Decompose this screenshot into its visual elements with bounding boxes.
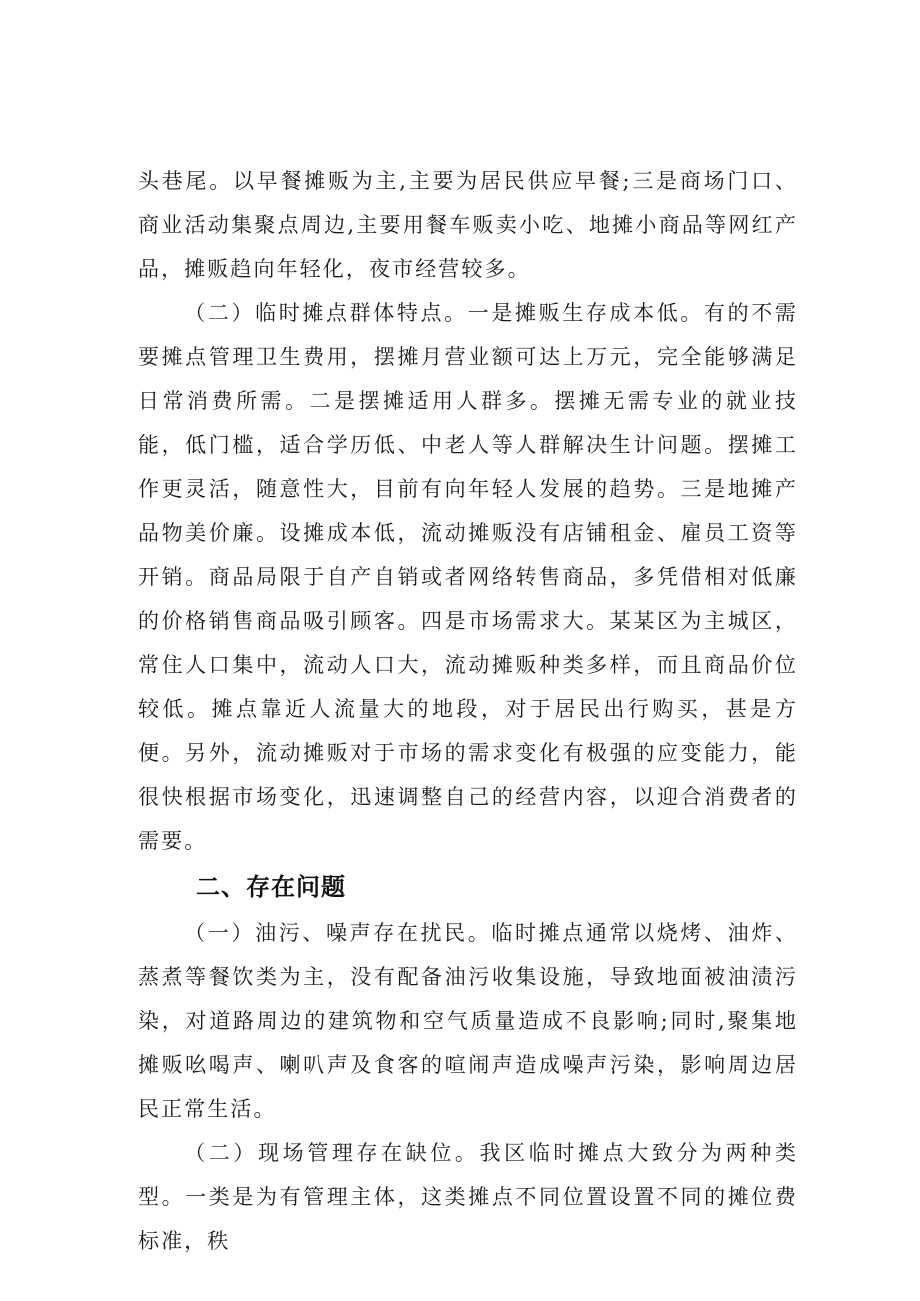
- paragraph-group-features: （二）临时摊点群体特点。一是摊贩生存成本低。有的不需要摊点管理卫生费用，摆摊月营业额可达上万元，完全能够满足日常消费所需。二是摆摊适用人群多。摆摊无需专业的就业技能，低门槛，适合学历低、中老人等人群解决生计问题。摆摊工作更灵活，随意性大，目前有向年轻人发展的趋势。三是地摊产品物美价廉。设摊成本低，流动摊贩没有店铺租金、雇员工资等开销。商品局限于自产自销或者网络转售商品，多凭借相对低廉的价格销售商品吸引顾客。四是市场需求大。某某区为主城区，常住人口集中，流动人口大，流动摊贩种类多样，而且商品价位较低。摊点靠近人流量大的地段，对于居民出行购买，甚是方便。另外，流动摊贩对于市场的需求变化有极强的应变能力，能很快根据市场变化，迅速调整自己的经营内容，以迎合消费者的需要。: [138, 301, 798, 853]
- paragraph-management: （二）现场管理存在缺位。我区临时摊点大致分为两种类型。一类是为有管理主体，这类摊点不同位置设置不同的摊位费标准，秩: [138, 1141, 798, 1253]
- paragraph-continuation: 头巷尾。以早餐摊贩为主,主要为居民供应早餐;三是商场门口、商业活动集聚点周边,主要用餐车贩卖小吃、地摊小商品等网红产品，摊贩趋向年轻化，夜市经营较多。: [138, 169, 798, 281]
- paragraph-pollution: （一）油污、噪声存在扰民。临时摊点通常以烧烤、油炸、蒸煮等餐饮类为主，没有配备油污收集设施，导致地面被油渍污染，对道路周边的建筑物和空气质量造成不良影响;同时,聚集地摊贩吆喝声、喇叭声及食客的喧闹声造成噪声污染，影响周边居民正常生活。: [138, 921, 798, 1121]
- document-body: [138, 159, 798, 1263]
- section-heading: 二、存在问题: [196, 873, 346, 901]
